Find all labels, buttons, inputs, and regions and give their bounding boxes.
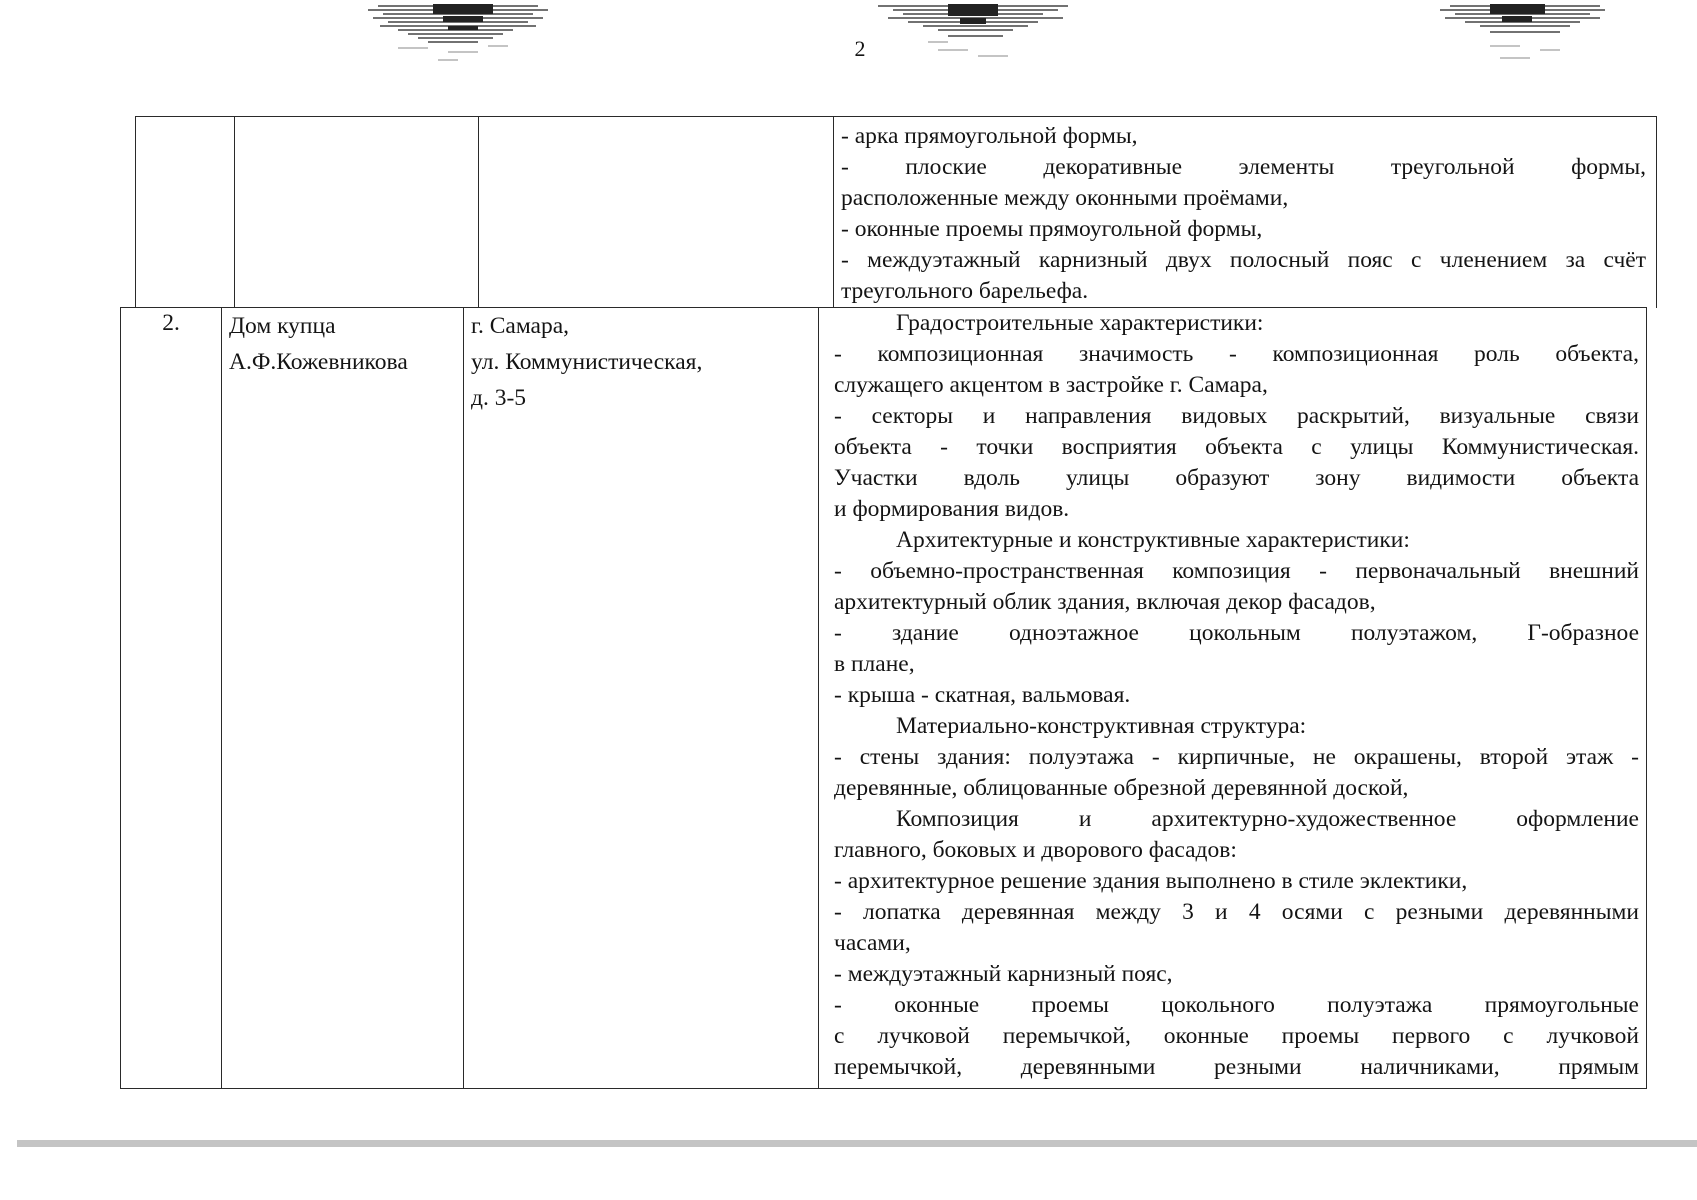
description-line: и формирования видов.	[834, 496, 1070, 522]
stamp-mark-left	[338, 0, 568, 66]
description-line: расположенные между оконными проёмами,	[841, 185, 1289, 211]
object-name-line: Дом купца	[229, 313, 336, 339]
description-line: - оконные проемы цокольного полуэтажа прямоугольные	[834, 992, 1639, 1018]
description-line: перемычкой, деревянными резными наличниками, прямым	[834, 1054, 1639, 1080]
stamp-mark-center	[868, 0, 1078, 66]
description-line: - стены здания: полуэтажа - кирпичные, не окрашены, второй этаж -	[834, 744, 1639, 770]
address-line: г. Самара,	[471, 313, 570, 339]
description-line: - композиционная значимость - композиционная роль объекта,	[834, 341, 1639, 367]
page-bottom-divider	[17, 1140, 1697, 1147]
description-line: деревянные, облицованные обрезной деревянной доской,	[834, 775, 1409, 801]
column-divider	[818, 308, 819, 1088]
column-divider	[221, 308, 222, 1088]
description-line: - лопатка деревянная между 3 и 4 осями с резными деревянными	[834, 899, 1639, 925]
stamp-mark-right	[1430, 0, 1610, 66]
address-line: ул. Коммунистическая,	[471, 349, 703, 375]
description-line: Участки вдоль улицы образуют зону видимости объекта	[834, 465, 1639, 491]
description-line: - здание одноэтажное цокольным полуэтажом, Г-образное	[834, 620, 1639, 646]
description-line: объекта - точки восприятия объекта с улицы Коммунистическая.	[834, 434, 1639, 460]
description-line: - арка прямоугольной формы,	[841, 123, 1138, 149]
description-line: - междуэтажный карнизный пояс,	[834, 961, 1173, 987]
table-row-continuation	[135, 116, 1657, 308]
section-heading: Композиция и архитектурно-художественное оформление	[896, 806, 1639, 832]
description-line: треугольного барельефа.	[841, 278, 1089, 304]
column-divider	[833, 117, 834, 308]
table-row	[120, 307, 1647, 1089]
row-number: 2.	[162, 310, 180, 336]
description-line: - междуэтажный карнизный двух полосный пояс с членением за счёт	[841, 247, 1646, 273]
description-line: - плоские декоративные элементы треугольной формы,	[841, 154, 1646, 180]
address-line: д. 3-5	[471, 385, 527, 411]
section-heading: Архитектурные и конструктивные характеристики:	[896, 527, 1410, 553]
address-cell	[471, 308, 811, 416]
description-line: - архитектурное решение здания выполнено в стиле эклектики,	[834, 868, 1468, 894]
description-line: - секторы и направления видовых раскрытий, визуальные связи	[834, 403, 1639, 429]
description-line: - крыша - скатная, вальмовая.	[834, 682, 1131, 708]
description-line: - оконные проемы прямоугольной формы,	[841, 216, 1263, 242]
description-line: с лучковой перемычкой, оконные проемы первого с лучковой	[834, 1023, 1639, 1049]
object-name-cell	[229, 308, 461, 380]
description-line: часами,	[834, 930, 911, 956]
description-line: служащего акцентом в застройке г. Самара,	[834, 372, 1268, 398]
column-divider	[463, 308, 464, 1088]
description-line: главного, боковых и дворового фасадов:	[834, 837, 1237, 863]
object-name-line: А.Ф.Кожевникова	[229, 349, 408, 375]
column-divider	[478, 117, 479, 308]
description-line: архитектурный облик здания, включая декор фасадов,	[834, 589, 1376, 615]
description-line: в плане,	[834, 651, 915, 677]
column-divider	[234, 117, 235, 308]
description-line: - объемно-пространственная композиция - первоначальный внешний	[834, 558, 1639, 584]
section-heading: Материально-конструктивная структура:	[896, 713, 1307, 739]
page-number: 2	[854, 36, 866, 61]
description-cell	[841, 121, 1646, 307]
description-cell	[834, 308, 1639, 1083]
section-heading: Градостроительные характеристики:	[896, 310, 1264, 336]
